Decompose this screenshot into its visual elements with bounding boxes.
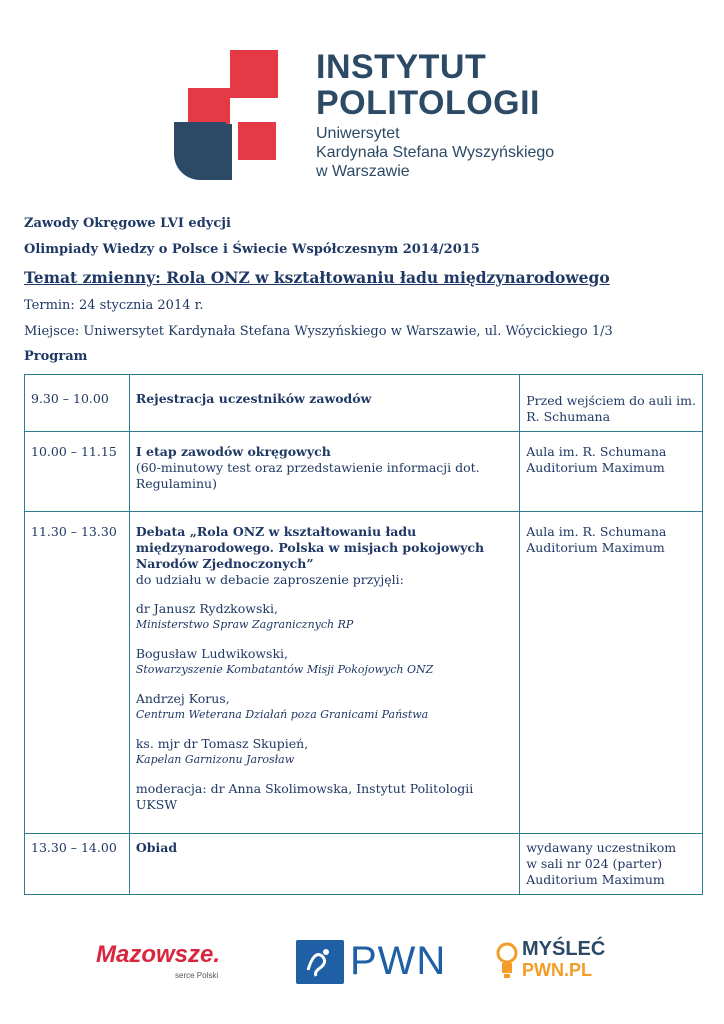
place-line: Miejsce: Uniwersytet Kardynała Stefana Wyszyńskiego w Warszawie, ul. Wóycickiego 1/3 bbox=[24, 324, 613, 339]
logo-title-2: POLITOLOGII bbox=[316, 84, 540, 122]
logo-navy-square-bottom bbox=[174, 124, 232, 180]
event-title: Obiad bbox=[135, 840, 178, 855]
time-cell bbox=[25, 432, 130, 512]
time-cell bbox=[25, 512, 130, 834]
table-row bbox=[25, 432, 703, 512]
place-text: Auditorium Maximum bbox=[526, 540, 665, 555]
pwn-logo-text: PWN bbox=[350, 939, 447, 983]
time-cell bbox=[25, 375, 130, 432]
lightbulb-icon bbox=[496, 941, 518, 985]
olympiad-heading: Olimpiady Wiedzy o Polsce i Świecie Współczesnym 2014/2015 bbox=[24, 242, 480, 257]
panelist-name: dr Janusz Rydzkowski, bbox=[135, 601, 278, 616]
place-cell bbox=[520, 834, 703, 895]
place-text: Aula im. R. Schumana bbox=[526, 524, 667, 539]
date-line: Termin: 24 stycznia 2014 r. bbox=[24, 298, 204, 313]
time-cell bbox=[25, 834, 130, 895]
event-cell bbox=[129, 834, 519, 895]
place-text: Aula im. R. Schumana bbox=[526, 444, 667, 459]
time-text: 11.30 – 13.30 bbox=[31, 524, 117, 539]
mazowsze-logo: Mazowsze. bbox=[96, 941, 221, 968]
time-text: 9.30 – 10.00 bbox=[31, 391, 109, 406]
panelist-org: Stowarzyszenie Kombatantów Misji Pokojowych ONZ bbox=[135, 663, 434, 676]
moderator-line: moderacja: dr Anna Skolimowska, Instytut Politologii UKSW bbox=[135, 781, 474, 812]
sponsor-footer bbox=[0, 935, 724, 995]
table-row bbox=[25, 834, 703, 895]
panelist-name: Andrzej Korus, bbox=[135, 691, 230, 706]
mazowsze-tagline: serce Polski bbox=[175, 971, 219, 980]
panelist-org: Kapelan Garnizonu Jarosław bbox=[135, 753, 295, 766]
event-cell bbox=[129, 375, 519, 432]
logo-red-square-small bbox=[238, 122, 276, 160]
event-title: Rejestracja uczestników zawodów bbox=[135, 391, 372, 406]
pwn-logo-icon bbox=[296, 940, 344, 984]
logo-sub-2: Kardynała Stefana Wyszyńskiego bbox=[316, 144, 555, 161]
table-row bbox=[25, 512, 703, 834]
place-text: Przed wejściem do auli im. R. Schumana bbox=[526, 393, 696, 424]
institute-logo bbox=[170, 48, 590, 188]
myslec-logo-subtext: PWN.PL bbox=[522, 960, 592, 980]
event-cell bbox=[129, 512, 519, 834]
time-text: 13.30 – 14.00 bbox=[31, 840, 117, 855]
event-cell bbox=[129, 432, 519, 512]
place-text: wydawany uczestnikom bbox=[526, 840, 677, 855]
table-row bbox=[25, 375, 703, 432]
panelist-org: Ministerstwo Spraw Zagranicznych RP bbox=[135, 618, 354, 631]
competition-heading: Zawody Okręgowe LVI edycji bbox=[24, 216, 231, 231]
panelist-name: Bogusław Ludwikowski, bbox=[135, 646, 289, 661]
panelist-org: Centrum Weterana Działań poza Granicami Państwa bbox=[135, 708, 429, 721]
logo-sub-1: Uniwersytet bbox=[316, 125, 400, 142]
logo-red-square-large bbox=[230, 50, 278, 98]
theme-heading: Temat zmienny: Rola ONZ w kształtowaniu ładu międzynarodowego bbox=[24, 268, 610, 287]
place-cell bbox=[520, 512, 703, 834]
logo-sub-3: w Warszawie bbox=[316, 163, 410, 180]
program-heading: Program bbox=[24, 349, 88, 364]
time-text: 10.00 – 11.15 bbox=[31, 444, 117, 459]
event-title: Debata „Rola ONZ w kształtowaniu ładu międzynarodowego. Polska w misjach pokojowych Narodów Zjednoczonych” bbox=[135, 524, 485, 571]
event-intro: do udziału w debacie zaproszenie przyjęli: bbox=[135, 572, 404, 587]
logo-title-1: INSTYTUT bbox=[316, 48, 487, 86]
event-description: (60-minutowy test oraz przedstawienie informacji dot. Regulaminu) bbox=[135, 460, 480, 491]
place-cell bbox=[520, 432, 703, 512]
place-text: Auditorium Maximum bbox=[526, 872, 665, 887]
panelist-name: ks. mjr dr Tomasz Skupień, bbox=[135, 736, 309, 751]
place-cell bbox=[520, 375, 703, 432]
place-text: Auditorium Maximum bbox=[526, 460, 665, 475]
event-title: I etap zawodów okręgowych bbox=[135, 444, 331, 459]
place-text: w sali nr 024 (parter) bbox=[526, 856, 663, 871]
myslec-logo-text: MYŚLEĆ bbox=[522, 938, 606, 960]
program-table bbox=[24, 374, 703, 895]
